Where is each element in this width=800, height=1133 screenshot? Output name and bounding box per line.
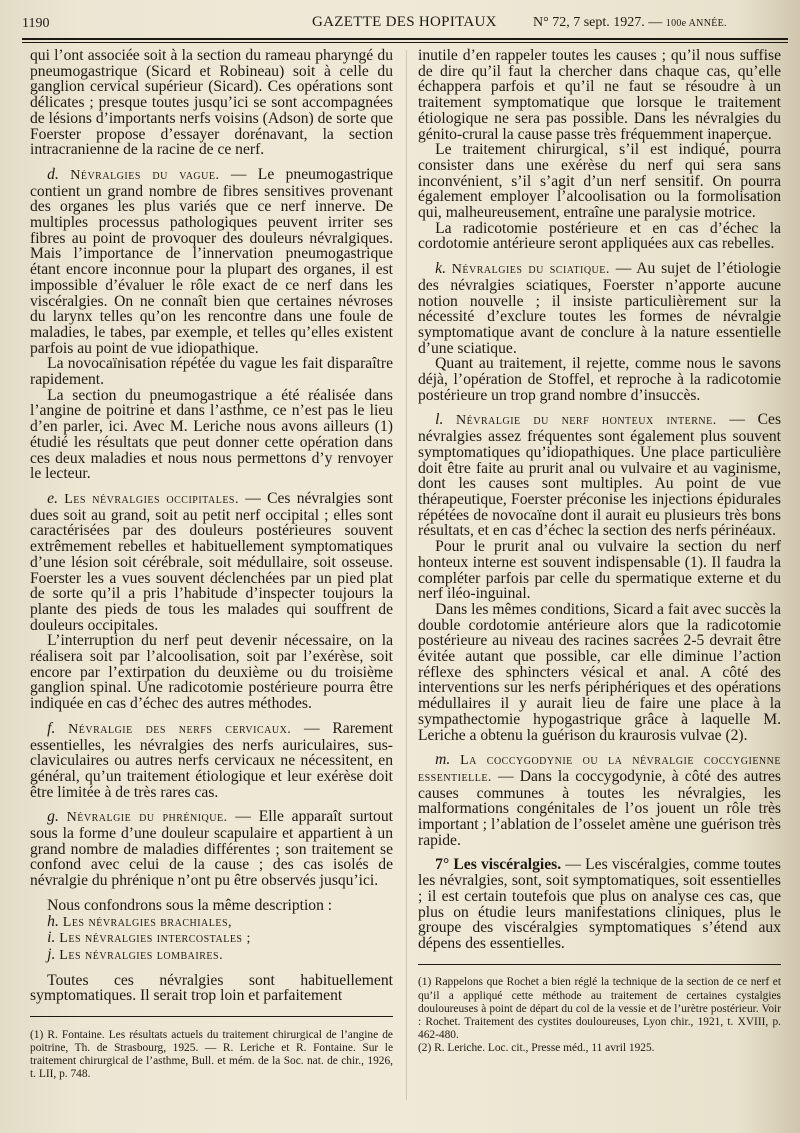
paragraph: La novocaïnisation répétée du vague les fait disparaître rapidement. (30, 355, 393, 389)
section-title: Les névralgies occipitales. (64, 491, 239, 507)
header-rule (22, 38, 788, 40)
section-text: — Ces névralgies sont dues soit au grand, soit au petit nerf occipital ; elles sont caractérisées par des douleurs postérieures souvent extrêmement rebelles et habituellement symptomatiques d’une lésion soit cérébrale, soit médullaire, soit osseuse. Foerster les a vues souvent déclenchées par un pied plat de sorte qu’il a pris l’habitude d’inspecter toujours la plante des pieds de tous les malades qui souffrent de douleurs occipitales. (30, 489, 394, 634)
section-letter: d. (47, 165, 59, 183)
section-letter: f. (47, 719, 56, 737)
section-letter: j. (47, 945, 56, 963)
right-column (418, 48, 781, 1056)
section-title: Névralgie du nerf honteux interne. (456, 413, 717, 429)
issue-date: N° 72, 7 sept. 1927. — (533, 15, 663, 30)
section-text: — Elle apparaît surtout sous la forme d’une douleur scapulaire et appartient à un grand nombre de maladies différentes ; son traitement se confond avec celui de la cause ; des cas isolés de névralgie du phrénique n’ont pu être observés jusqu’ici. (30, 808, 393, 890)
footnote-rule (418, 964, 781, 965)
section-e (30, 491, 393, 633)
section-text: — Le pneumogastrique contient un grand nombre de fibres sensitives provenant des organes les plus variés que ce nerf innerve. De multiples processus pathologiques peuvent irriter ses fibres au point de provoquer des douleurs névralgiques. Mais l’importance de l’innervation pneumogastrique étant encore inconnue pour la plupart des organes, il est impossible d’évaluer le rôle exact de ce nerf dans les viscéralgies. On ne connaît bien que certaines névroses du larynx telles qu’on les rencontre dans une foule de maladies, le tabes, par exemple, et telles qu’elles existent parfois au point de vue idiopathique. (30, 165, 394, 357)
page-number: 1190 (22, 16, 50, 31)
issue-info (533, 15, 727, 31)
section-letter: k. (435, 260, 446, 278)
section-title: Les névralgies brachiales, (62, 914, 233, 930)
section-letter: m. (435, 751, 451, 769)
section-text: — Ces névralgies assez fréquentes sont également plus souvent symptomatiques qu’idiopathiques. Une place particulière doit être faite au prurit anal ou vulvaire et au vaginisme, dont les causes sont multiples. Au point de vue thérapeutique, Foerster préconise les injections épidurales répétées de novocaïne dont il aurait eu plusieurs très bons résultats, et en cas d’échec la section des nerfs périnéaux. (418, 411, 782, 540)
paragraph: L’interruption du nerf peut devenir nécessaire, on la réalisera soit par l’alcoolisation, soit par l’exérèse, soit encore par l’extirpation du deuxième ou du troisième ganglion spinal. Une radicotomie postérieure pourra être indiquée en cas d’échec des autres méthodes. (30, 632, 393, 713)
section-text: — Les viscéralgies, comme toutes les névralgies, sont, soit symptomatiques, soit essentielles ; il est certain toutefois que plus on analyse ces cas, que plus on étudie leurs manifestations cliniques, plus le groupe des viscéralgies symptomatiques s’étend aux dépens des essentielles. (418, 856, 781, 952)
footnote: (1) R. Fontaine. Les résultats actuels du traitement chirurgical de l’angine de poitrine, Th. de Strasbourg, 1925. — R. Leriche et R. Fontaine. Sur le traitement chirurgical de l’asthme, Bull. et mém. de la Soc. nat. de chir., 1926, t. LII, p. 748. (30, 1028, 393, 1081)
footnote-rule (30, 1016, 393, 1017)
section-letter: g. (47, 808, 59, 826)
section-d (30, 167, 393, 356)
paragraph: qui l’ont associée soit à la section du rameau pharyngé du pneumogastrique (Sicard et Robineau) soit à celle du ganglion cervical supérieur (Sicard). Ces opérations sont délicates ; presque toutes jusqu’ici se sont accompagnées de lésions d’importants nerfs voisins (Adson) de sorte que Foerster propose d’essayer dorénavant, la section intracranienne de la racine de ce nerf. (30, 47, 393, 159)
issue-year: 100e ANNÉE. (665, 18, 727, 29)
section-title: La coccygodynie ou la névralgie coccygienne essentielle. (418, 753, 781, 785)
left-column (30, 48, 393, 1082)
section-k (418, 261, 781, 356)
section-letter: i. (47, 929, 56, 947)
section-title: Névralgie du phrénique. (66, 810, 228, 826)
section-i (30, 930, 393, 947)
paragraph: La section du pneumogastrique a été réalisée dans l’angine de poitrine et dans l’asthme, ce n’est pas le lieu d’en parler, ici. Avec M. Leriche nous avons ailleurs (1) étudié les résultats que peut donner cette opération dans ces deux maladies et nous nous permettons d’y renvoyer le lecteur. (30, 386, 393, 483)
paragraph: Nous confondrons sous la même description : (47, 896, 333, 914)
paragraph: Pour le prurit anal ou vulvaire la section du nerf honteux interne est souvent indispensable (1). Il faudra la compléter parfois par celle du spermatique externe et du nerf iléo-inguinal. (418, 538, 781, 603)
section-h (30, 914, 393, 931)
section-title: Névralgie des nerfs cervicaux. (68, 721, 292, 737)
paragraph: inutile d’en rappeler toutes les causes ; qu’il nous suffise de dire qu’il faut la chercher dans chaque cas, qu’elle échappera parfois et qu’il ne faut se résoudre à un traitement symptomatique que lorsque le traitement étiologique ne sera pas possible. Dans les névralgies du génito-crural la cause passe très fréquemment inaperçue. (418, 47, 781, 143)
paragraph: Quant au traitement, il rejette, comme nous le savons déjà, l’opération de Stoffel, et reproche à la radicotomie postérieure un trop grand nombre d’insuccès. (418, 355, 781, 404)
section-7 (418, 857, 781, 951)
header-rule-thin (22, 42, 788, 43)
section-text: — Rarement essentielles, les névralgies des nerfs auriculaires, sus-claviculaires ou autres nerfs cervicaux ne nécessitent, en général, qu’un traitement étiologique et leur exérèse doit être limitée à de très rares cas. (30, 719, 393, 801)
section-text: — Au sujet de l’étiologie des névralgies sciatiques, Foerster n’apporte aucune notion nouvelle ; il insiste particulièrement sur la nécessité d’exclure toutes les formes de névralgie symptomatique avant de conclure à la nature essentielle d’une sciatique. (418, 260, 781, 357)
paragraph: Le traitement chirurgical, s’il est indiqué, pourra consister dans une exérèse du nerf qui sera sans inconvénient, s’il s’agit d’un nerf sensitif. On pourra également employer l’alcoolisation ou la formolisation qui, malheureusement, entraîne une paralysie motrice. (418, 141, 781, 222)
section-m (418, 752, 781, 848)
paragraph: Dans les mêmes conditions, Sicard a fait avec succès la double cordotomie antérieure alors que la radicotomie postérieure au niveau des racines sacrées 2-5 devrait être évitée autant que possible, car elle diminue l’action réflexe des sphincters vésical et anal. A côté des interventions sur les nerfs périphériques et des opérations médullaires il y aurait lieu de faire une place à la sympathectomie hypogastrique grâce à laquelle M. Leriche a obtenu la guérison du kraurosis vulvae (2). (418, 600, 781, 744)
section-title: Les névralgies intercostales ; (59, 931, 251, 947)
section-l (418, 412, 781, 539)
journal-title: GAZETTE DES HOPITAUX (312, 14, 497, 30)
section-text: — Dans la coccygodynie, à côté des autres causes communes à toutes les névralgies, les malformations congénitales de l’os jouent un rôle très important ; l’ablation de l’osselet amène une guérison très rapide. (418, 767, 781, 849)
section-letter: l. (435, 411, 444, 429)
section-title: Névralgies du vague. (70, 167, 220, 183)
section-title: Les névralgies lombaires. (59, 947, 224, 963)
section-j (30, 947, 393, 964)
paragraph: Toutes ces névralgies sont habituellement symptomatiques. Il serait trop loin et parfaitement (30, 971, 393, 1005)
section-letter: h. (47, 912, 59, 930)
section-title: Névralgies du sciatique. (451, 262, 610, 278)
section-g (30, 809, 393, 889)
footnote: (1) Rappelons que Rochet a bien réglé la technique de la section de ce nerf et qu’il a appliqué cette méthode au traitement de certaines cystalgies douloureuses à point de départ du col de la vessie et de l’urètre postérieur. Voir : Rochet. Traitement des cystites douloureuses, Lyon chir., 1921, t. XVIII, p. 462-480. (418, 976, 781, 1042)
section-heading: 7° Les viscéralgies. (435, 856, 562, 874)
section-letter: e. (47, 489, 58, 507)
footnote: (2) R. Leriche. Loc. cit., Presse méd., 11 avril 1925. (418, 1042, 655, 1055)
column-divider (406, 50, 407, 1100)
paragraph: La radicotomie postérieure et en cas d’échec la cordotomie antérieure seront appliquées aux cas rebelles. (418, 219, 781, 253)
page-header (22, 10, 782, 34)
section-f (30, 721, 393, 801)
